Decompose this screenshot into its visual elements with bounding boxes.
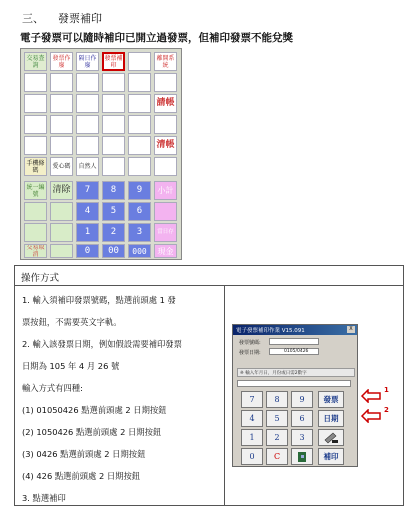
pos-key-next-day-void[interactable]: 隔日作廢 <box>76 52 99 71</box>
pos-key-blank[interactable] <box>128 52 151 71</box>
dialog-input[interactable] <box>237 380 351 387</box>
dialog-key-7[interactable]: 7 <box>241 391 263 408</box>
pos-key-mobile-barcode[interactable]: 手機條碼 <box>24 157 47 176</box>
step-line: 1. 輸入須補印發票號碼，點選前頭處 1 發 <box>22 295 176 305</box>
dialog-key-2[interactable]: 2 <box>266 429 288 446</box>
dialog-edit-icon[interactable] <box>318 429 344 446</box>
step-line: 輸入方式有四種: <box>22 383 83 393</box>
pos-key-empty[interactable] <box>24 115 47 134</box>
arrow-2-icon <box>360 409 382 423</box>
pos-key-cancel-transaction[interactable]: 交易取消 <box>24 244 47 258</box>
pos-key-8[interactable]: 8 <box>102 181 125 200</box>
pos-key-void[interactable]: 發票作廢 <box>50 52 73 71</box>
step-line: 票按鈕，不需要英文字軌。 <box>22 317 122 327</box>
dialog-key-1[interactable]: 1 <box>241 429 263 446</box>
pos-key-00[interactable]: 00 <box>102 244 125 258</box>
pos-key-empty[interactable] <box>50 94 73 113</box>
dialog-key-6[interactable]: 6 <box>291 410 313 427</box>
pos-key-empty[interactable] <box>24 136 47 155</box>
pos-key-empty[interactable] <box>128 157 151 176</box>
pos-key-empty[interactable] <box>50 136 73 155</box>
dialog-title: 電子發票補印作業 V15.091 <box>233 325 357 335</box>
step-line: 日期為 105 年 4 月 26 號 <box>22 361 120 371</box>
pos-key-cash[interactable]: 現金 <box>154 244 177 258</box>
pos-key-love-code[interactable]: 愛心碼 <box>50 157 73 176</box>
arrow-1-icon <box>360 389 382 403</box>
pos-key-empty[interactable] <box>154 115 177 134</box>
dialog-key-5[interactable]: 5 <box>266 410 288 427</box>
step-line: (4) 426 點選前頭處 2 日期按鈕 <box>22 471 141 481</box>
step-line: (2) 1050426 點選前頭處 2 日期按鈕 <box>22 427 162 437</box>
pos-key-6[interactable]: 6 <box>128 202 151 221</box>
pos-keypad-screenshot <box>20 48 182 260</box>
pos-key-5[interactable]: 5 <box>102 202 125 221</box>
pos-key-exit[interactable]: 離開系統 <box>154 52 177 71</box>
pos-key-empty[interactable] <box>102 136 125 155</box>
pos-key-empty[interactable] <box>128 136 151 155</box>
invoice-number-label: 發票號碼: <box>239 340 261 346</box>
steps-column <box>15 286 225 505</box>
pos-key-empty[interactable] <box>50 202 73 221</box>
pos-key-empty[interactable] <box>102 115 125 134</box>
dialog-key-9[interactable]: 9 <box>291 391 313 408</box>
pos-key-query[interactable]: 交易查詢 <box>24 52 47 71</box>
pos-key-9[interactable]: 9 <box>128 181 151 200</box>
pos-key-empty[interactable] <box>50 73 73 92</box>
dialog-note: ※ 輸入年月日，月份或日需2數字 <box>237 368 355 377</box>
pos-key-4[interactable]: 4 <box>76 202 99 221</box>
invoice-date-field[interactable]: 0105/0426 <box>269 348 319 355</box>
dialog-key-clear[interactable]: C <box>266 448 288 465</box>
pos-key-empty[interactable] <box>128 73 151 92</box>
step-line: (3) 0426 點選前頭處 2 日期按鈕 <box>22 449 146 459</box>
pos-key-empty[interactable] <box>24 202 47 221</box>
pos-key-empty[interactable] <box>24 94 47 113</box>
pos-key-empty[interactable] <box>154 73 177 92</box>
pos-key-pink-blank[interactable] <box>154 202 177 221</box>
pos-key-empty[interactable] <box>76 94 99 113</box>
pos-key-0[interactable]: 0 <box>76 244 99 258</box>
pos-key-request-bill[interactable]: 請帳 <box>154 94 177 113</box>
pos-key-empty[interactable] <box>102 73 125 92</box>
pos-key-empty[interactable] <box>102 94 125 113</box>
pos-key-empty[interactable] <box>102 157 125 176</box>
pos-key-empty[interactable] <box>24 223 47 242</box>
pos-key-1[interactable]: 1 <box>76 223 99 242</box>
pos-key-empty[interactable] <box>128 115 151 134</box>
pos-key-empty[interactable] <box>24 73 47 92</box>
pos-key-2[interactable]: 2 <box>102 223 125 242</box>
dialog-reprint-button[interactable]: 補印 <box>318 448 344 465</box>
dialog-invoice-button[interactable]: 發票 <box>318 391 344 408</box>
pos-key-daily-deposit[interactable]: 當日存 <box>154 223 177 242</box>
dialog-key-0[interactable]: 0 <box>241 448 263 465</box>
pos-key-7[interactable]: 7 <box>76 181 99 200</box>
invoice-number-field[interactable] <box>269 338 319 345</box>
pos-key-empty[interactable] <box>50 115 73 134</box>
pos-key-empty[interactable] <box>76 136 99 155</box>
section-heading <box>22 10 102 26</box>
pos-key-natural-person[interactable]: 自然人 <box>76 157 99 176</box>
pos-key-empty[interactable] <box>76 115 99 134</box>
pos-key-clear[interactable]: 清除 <box>50 181 73 200</box>
arrow-2-label: 2 <box>384 406 389 414</box>
step-line: 3. 點選補印 <box>22 493 66 503</box>
pos-key-clear-bill[interactable]: 清帳 <box>154 136 177 155</box>
dialog-key-8[interactable]: 8 <box>266 391 288 408</box>
table-header: 操作方式 <box>15 266 403 286</box>
pos-key-000[interactable]: 000 <box>128 244 151 258</box>
arrow-1-label: 1 <box>384 386 389 394</box>
dialog-key-3[interactable]: 3 <box>291 429 313 446</box>
pos-key-empty[interactable] <box>76 73 99 92</box>
section-number: 三、 <box>22 12 44 25</box>
pos-key-empty[interactable] <box>154 157 177 176</box>
dialog-key-4[interactable]: 4 <box>241 410 263 427</box>
pos-key-3[interactable]: 3 <box>128 223 151 242</box>
dialog-exit-icon[interactable] <box>291 448 313 465</box>
pos-key-subtotal[interactable]: 小計 <box>154 181 177 200</box>
pos-key-empty[interactable] <box>50 223 73 242</box>
pos-key-reprint[interactable]: 發票補印 <box>102 52 125 71</box>
pos-key-empty[interactable] <box>50 244 73 258</box>
reprint-dialog-screenshot <box>232 324 358 467</box>
subtitle: 電子發票可以隨時補印已開立過發票，但補印發票不能兌獎 <box>20 32 293 44</box>
pos-key-tax-id[interactable]: 統一編號 <box>24 181 47 200</box>
close-icon[interactable]: X <box>347 326 355 333</box>
invoice-date-label: 發票日期: <box>239 350 261 356</box>
dialog-date-button[interactable]: 日期 <box>318 410 344 427</box>
pos-key-empty[interactable] <box>128 94 151 113</box>
section-title: 發票補印 <box>58 12 102 25</box>
step-line: 2. 輸入該發票日期，例如假設需要補印發票 <box>22 339 182 349</box>
step-line: (1) 01050426 點選前頭處 2 日期按鈕 <box>22 405 167 415</box>
